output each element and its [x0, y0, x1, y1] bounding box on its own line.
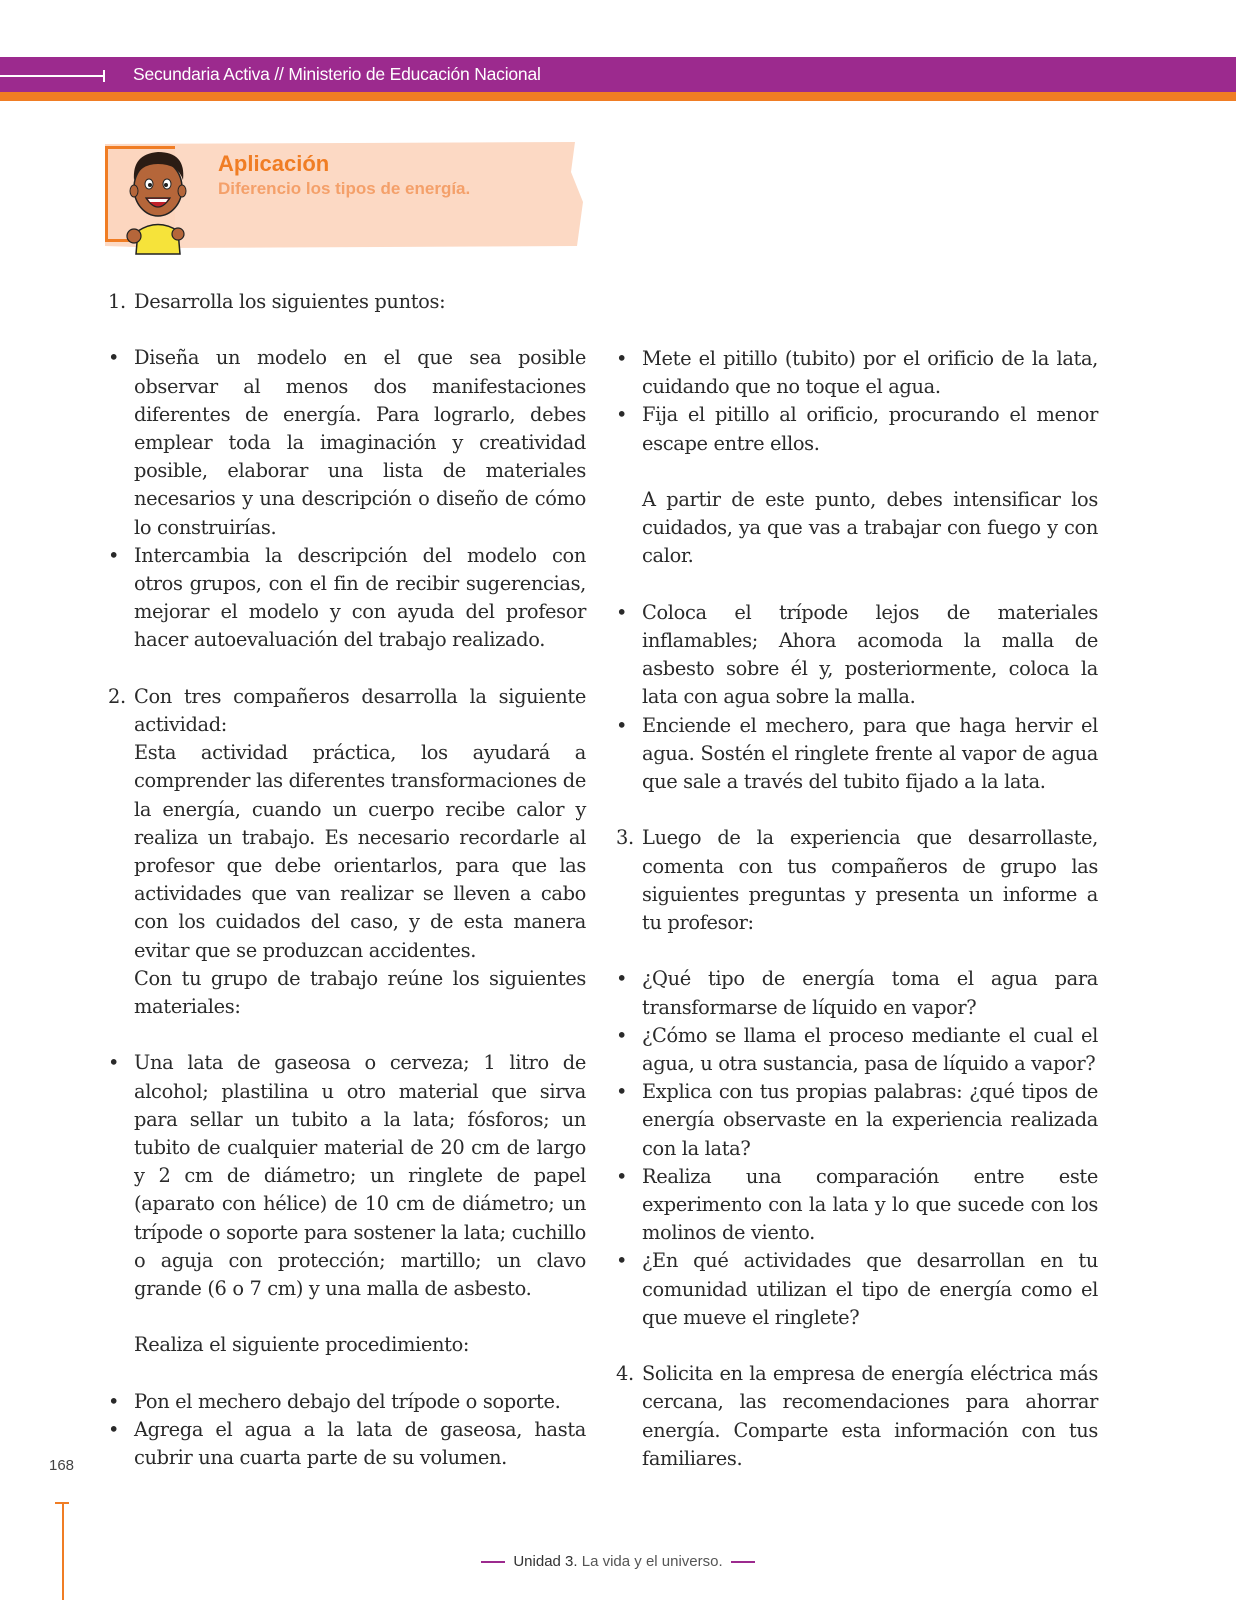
question-text: ¿Qué tipo de energía toma el agua para transformarse de líquido en vapor?: [642, 967, 1098, 1019]
bullet-item: [616, 401, 1098, 457]
bullet-text: Coloca el trípode lejos de materiales inflamables; Ahora acomoda la malla de asbesto sobre él y, posteriormente, coloca la lata con agua sobre la malla.: [642, 600, 1098, 709]
bullet-item: [108, 1416, 586, 1472]
question-text: ¿Cómo se llama el proceso mediante el cual el agua, u otra sustancia, pasa de líquido a vapor?: [642, 1023, 1098, 1076]
unit-label: Unidad 3.: [513, 1553, 578, 1570]
bullet-icon: •: [616, 1249, 628, 1273]
paragraph: Con tu grupo de trabajo reúne los siguientes materiales:: [134, 966, 586, 1019]
left-column: [108, 288, 586, 1472]
bullet-icon: •: [616, 403, 628, 427]
question-item: [616, 1022, 1098, 1078]
bullet-item: [108, 1388, 586, 1416]
item-number: 2.: [108, 684, 126, 708]
bullet-icon: •: [108, 1418, 120, 1442]
question-item: [616, 965, 1098, 1021]
question-item: [616, 1078, 1098, 1163]
bullet-text: Diseña un modelo en el que sea posible observar al menos dos manifestaciones diferentes de energía. Para lograrlo, debes emplear toda la imaginación y creatividad posible, elaborar una lista de materiales necesarios y una descripción o diseño de cómo lo construirías.: [134, 346, 586, 539]
header-title: Secundaria Activa // Ministerio de Educación Nacional: [133, 64, 541, 84]
header-accent-stripe: [0, 92, 1236, 101]
bullet-text: Agrega el agua a la lata de gaseosa, hasta cubrir una cuarta parte de su volumen.: [134, 1418, 586, 1470]
warning-paragraph: A partir de este punto, debes intensificar los cuidados, ya que vas a trabajar con fuego y con calor.: [642, 488, 1098, 568]
bullet-icon: •: [616, 1164, 628, 1188]
paragraph: Realiza el siguiente procedimiento:: [134, 1333, 470, 1357]
question-item: [616, 1247, 1098, 1332]
bullet-icon: •: [616, 600, 628, 624]
bullet-icon: •: [108, 1389, 120, 1413]
bullet-text: Mete el pitillo (tubito) por el orificio de la lata, cuidando que no toque el agua.: [642, 347, 1098, 399]
list-item: [108, 288, 586, 316]
bullet-icon: •: [616, 347, 628, 370]
item-text: Solicita en la empresa de energía eléctrica más cercana, las recomendaciones para ahorrar energía. Comparte esta información con tus familiares.: [642, 1362, 1098, 1470]
item-text: Desarrolla los siguientes puntos:: [134, 290, 446, 313]
bullet-icon: •: [616, 713, 628, 737]
bullet-icon: •: [108, 1051, 120, 1075]
bullet-icon: •: [616, 1023, 628, 1047]
bullet-item: [616, 345, 1098, 401]
item-number: 1.: [108, 290, 126, 313]
footer-unit: [0, 1553, 1236, 1570]
materials-text: Una lata de gaseosa o cerveza; 1 litro de alcohol; plastilina u otro material que sirva para sellar un tubito a la lata; fósforos; un tubito de cualquier material de 20 cm de largo y 2 cm de diámetro; un ringlete de papel (aparato con hélice) de 10 cm de diámetro; un trípode o soporte para sostener la lata; cuchillo o aguja con protección; martillo; un clavo grande (6 o 7 cm) y una malla de asbesto.: [134, 1051, 586, 1301]
question-text: Explica con tus propias palabras: ¿qué tipos de energía observaste en la experiencia realizada con la lata?: [642, 1080, 1098, 1160]
footer-bar-right: [731, 1561, 755, 1563]
bullet-item: [108, 344, 586, 541]
item-number: 3.: [616, 826, 634, 850]
header-rule: [0, 75, 104, 77]
bullet-text: Intercambia la descripción del modelo con otros grupos, con el fin de recibir sugerencias, mejorar el modelo y con ayuda del profesor hacer autoevaluación del trabajo realizado.: [134, 543, 586, 652]
question-text: ¿En qué actividades que desarrollan en tu comunidad utilizan el tipo de energía como el que mueve el ringlete?: [642, 1249, 1098, 1329]
unit-title: La vida y el universo.: [581, 1553, 723, 1570]
bullet-text: Pon el mechero debajo del trípode o soporte.: [134, 1389, 561, 1413]
section-subtitle: Diferencio los tipos de energía.: [218, 179, 471, 198]
bullet-icon: •: [616, 1080, 628, 1104]
page-number: 168: [49, 1457, 75, 1474]
bullet-item: [616, 599, 1098, 712]
right-column: [616, 345, 1098, 1473]
footer-rule: [62, 1502, 64, 1600]
paragraph: Esta actividad práctica, los ayudará a comprender las diferentes transformaciones de la energía, cuando un cuerpo recibe calor y realiza un trabajo. Es necesario recordarle al profesor que debe orientarlos, para que las actividades que van realizar se lleven a cabo con los cuidados del caso, y de esta manera evitar que se produzcan accidentes.: [134, 741, 586, 962]
bullet-item: [616, 712, 1098, 797]
list-item: [616, 824, 1098, 937]
question-text: Realiza una comparación entre este experimento con la lata y lo que sucede con los molinos de viento.: [642, 1164, 1098, 1245]
list-item: [616, 1360, 1098, 1473]
bullet-icon: •: [616, 967, 628, 991]
list-item: [108, 683, 586, 739]
bullet-text: Fija el pitillo al orificio, procurando el menor escape entre ellos.: [642, 403, 1098, 455]
item-text: Con tres compañeros desarrolla la siguiente actividad:: [134, 684, 586, 737]
bullet-icon: •: [108, 346, 120, 370]
item-number: 4.: [616, 1362, 634, 1386]
bullet-text: Enciende el mechero, para que haga hervir el agua. Sostén el ringlete frente al vapor de agua que sale a través del tubito fijado a la lata.: [642, 713, 1098, 794]
question-item: [616, 1163, 1098, 1248]
bullet-icon: •: [108, 543, 120, 567]
bullet-item: [108, 542, 586, 655]
footer-bar-left: [481, 1561, 505, 1563]
bullet-item: [108, 1049, 586, 1303]
section-title: Aplicación: [218, 151, 330, 176]
item-text: Luego de la experiencia que desarrollaste, comenta con tus compañeros de grupo las siguientes preguntas y presenta un informe a tu profesor:: [642, 826, 1098, 935]
student-avatar-icon: [108, 136, 208, 256]
header-tick: [103, 70, 105, 82]
